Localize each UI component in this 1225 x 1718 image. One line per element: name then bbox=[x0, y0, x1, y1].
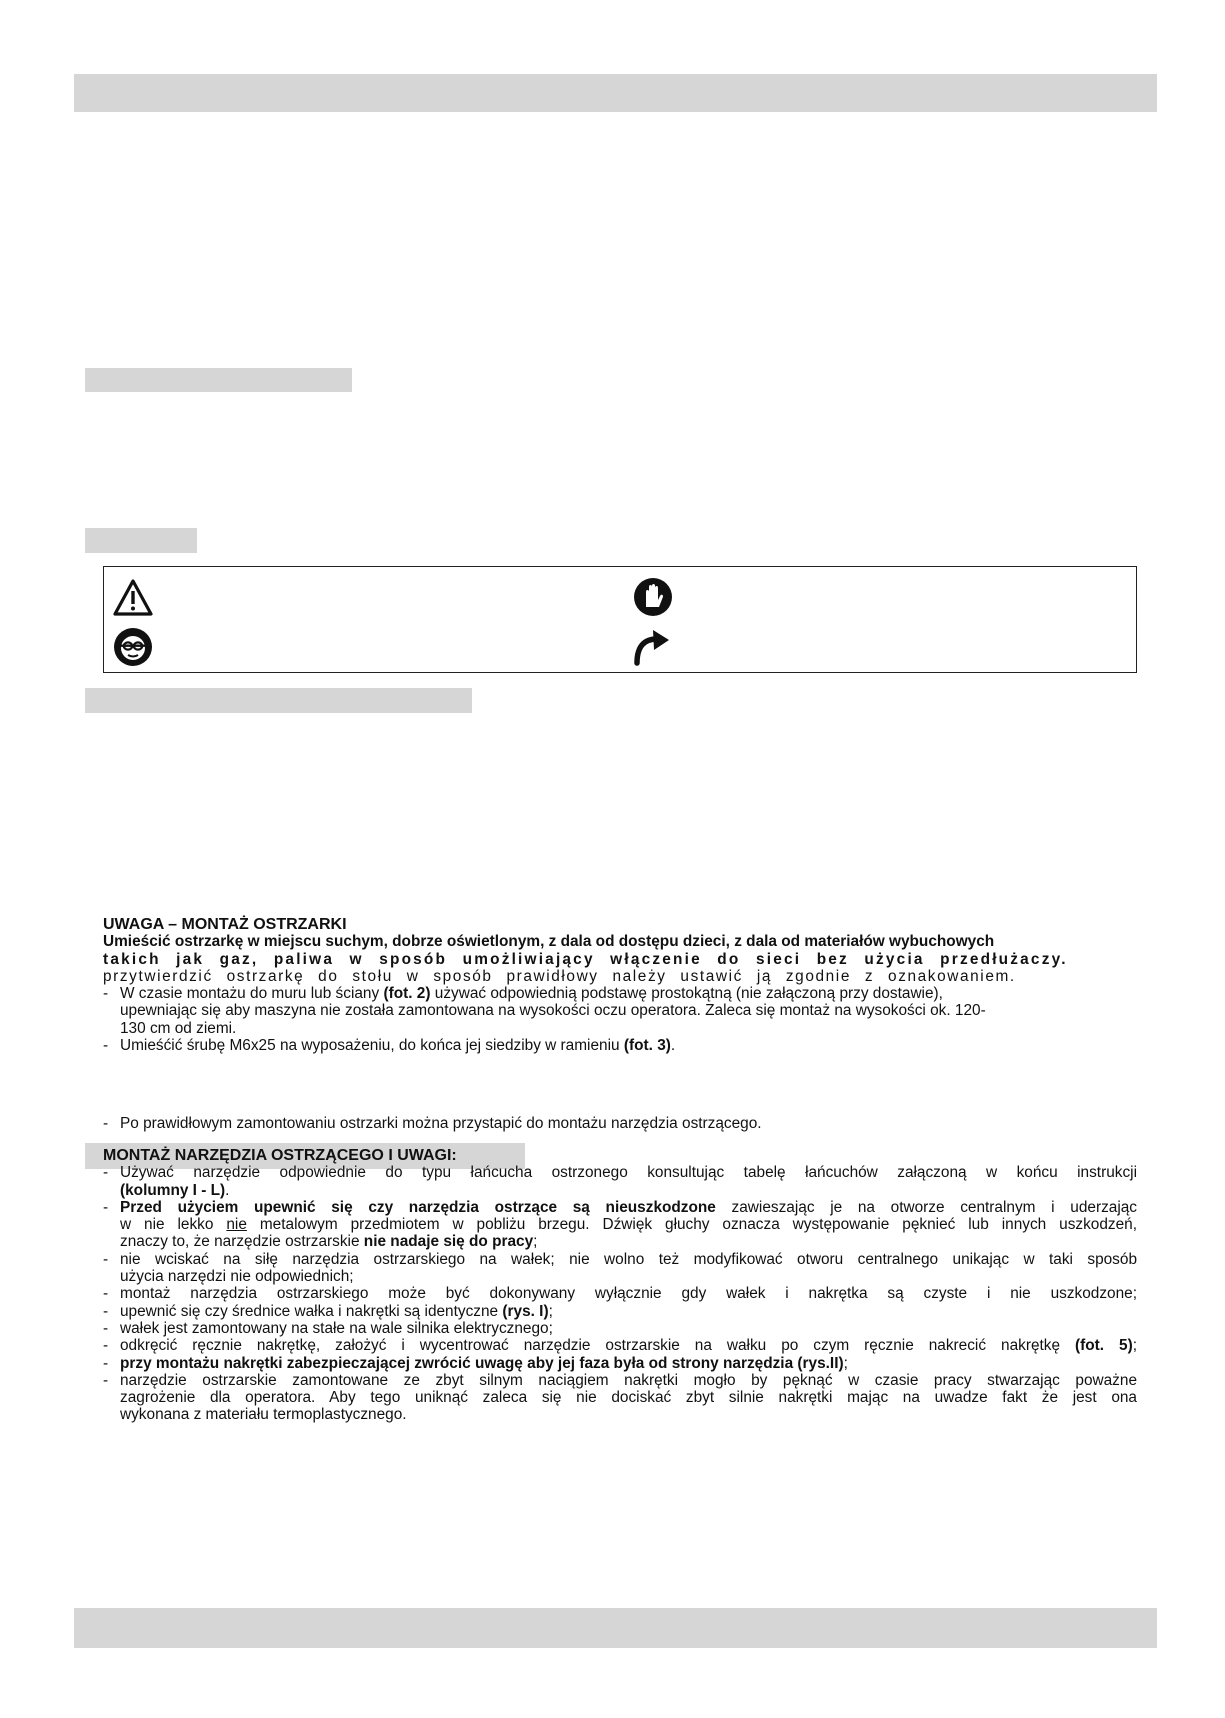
header-bar bbox=[74, 74, 1157, 112]
safety-goggles-icon bbox=[113, 627, 153, 667]
list-item: - nie wciskać na siłę narzędzia ostrzarskiego na wałek; nie wolno też modyfikować otworu centralnego unikając w taki sposób użycia narzędzi nie odpowiednich; bbox=[103, 1251, 1137, 1286]
section-heading-placeholder bbox=[85, 688, 472, 713]
list-item: - Po prawidłowym zamontowaniu ostrzarki można przystapić do montażu narzędzia ostrzącego. bbox=[103, 1115, 1137, 1132]
section-heading-placeholder bbox=[85, 368, 352, 392]
mounting-final-note bbox=[103, 1115, 1137, 1132]
list-item: - odkręcić ręcznie nakrętkę, założyć i wycentrować narzędzie ostrzarskie na wałku po czym ręcznie nakrecić nakrętkę (fot. 5); bbox=[103, 1337, 1137, 1354]
tool-title: MONTAŻ NARZĘDZIA OSTRZĄCEGO I UWAGI: bbox=[103, 1147, 457, 1164]
safety-symbols-box bbox=[103, 566, 1137, 673]
mounting-intro-line-3: przytwierdzić ostrzarkę do stołu w sposób prawidłowy należy ustawić ją zgodnie z oznakowaniem. bbox=[103, 967, 1016, 985]
list-item: - montaż narzędzia ostrzarskiego może być dokonywany wyłącznie gdy wałek i nakrętka są czyste i nie uszkodzone; bbox=[103, 1285, 1137, 1302]
list-item: - narzędzie ostrzarskie zamontowane ze zbyt silnym naciągiem nakrętki mogło by pęknąć w czasie pracy stwarzając poważne zagrożenie dla operatora. Aby tego uniknąć zaleca się nie dociskać zbyt silnie nakrętki mając na uwadze fakt że jest ona wykonana z materiału termoplastycznego. bbox=[103, 1372, 1137, 1424]
warning-triangle-icon bbox=[113, 578, 153, 618]
list-item: - Przed użyciem upewnić się czy narzędzia ostrzące są nieuszkodzone zawieszając je na otworze centralnym i uderzając w nie lekko nie metalowym przedmiotem w pobliżu brzegu. Dźwięk głuchy oznacza występowanie pęknieć lub innych uszkodzeń, znaczy to, że narzędzie ostrzarskie nie nadaje się do pracy; bbox=[103, 1199, 1137, 1251]
list-item: - W czasie montażu do muru lub ściany (fot. 2) używać odpowiednią podstawę prostokątną (nie załączoną przy dostawie), upewniając się aby maszyna nie została zamontowana na wysokości oczu operatora. Zaleca się montaż na wysokości ok. 120- 130 cm od ziemi. bbox=[103, 985, 1137, 1037]
tool-section bbox=[103, 1147, 1137, 1424]
protective-gloves-icon bbox=[633, 577, 673, 617]
list-item: - Umieśćić śrubę M6x25 na wyposażeniu, do końca jej siedziby w ramieniu (fot. 3). bbox=[103, 1037, 1137, 1054]
list-item: - przy montażu nakrętki zabezpieczającej zwrócić uwagę aby jej faza była od strony narzędzia (rys.II); bbox=[103, 1355, 1137, 1372]
mounting-title: UWAGA – MONTAŻ OSTRZARKI bbox=[103, 916, 347, 933]
mounting-intro-line-2: takich jak gaz, paliwa w sposób umożliwiający włączenie do sieci bez użycia przedłużaczy. bbox=[103, 950, 1068, 968]
rotation-direction-icon bbox=[631, 627, 671, 667]
list-item: - upewnić się czy średnice wałka i nakrętki są identyczne (rys. I); bbox=[103, 1303, 1137, 1320]
footer-bar bbox=[74, 1608, 1157, 1648]
list-item: - wałek jest zamontowany na stałe na wale silnika elektrycznego; bbox=[103, 1320, 1137, 1337]
mounting-section bbox=[103, 916, 1137, 1054]
mounting-intro-line-1: Umieścić ostrzarkę w miejscu suchym, dobrze oświetlonym, z dala od dostępu dzieci, z dala od materiałów wybuchowych bbox=[103, 933, 995, 951]
section-heading-placeholder bbox=[85, 528, 197, 553]
list-item: - Używać narzędzie odpowiednie do typu łańcucha ostrzonego konsultując tabelę łańcuchów załączoną w końcu instrukcji (kolumny I - L). bbox=[103, 1164, 1137, 1199]
